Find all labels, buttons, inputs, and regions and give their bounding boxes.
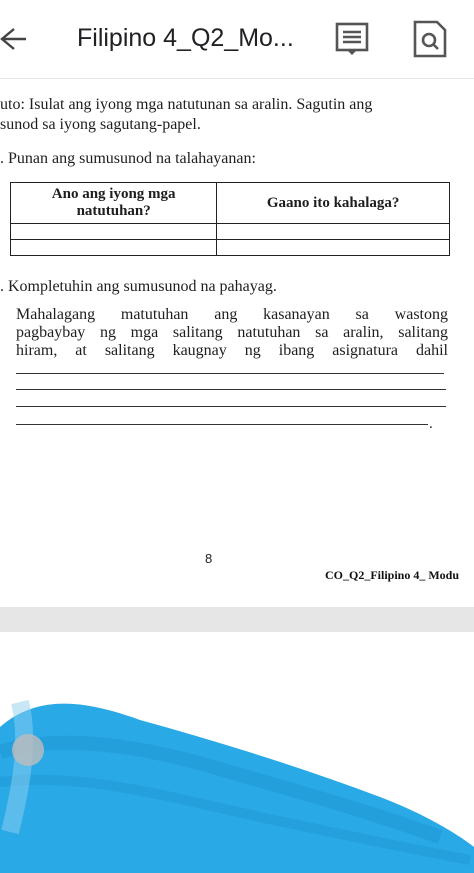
answer-period: . xyxy=(429,416,433,432)
instruction-line-1 xyxy=(0,96,372,114)
document-title: Filipino 4_Q2_Mo... xyxy=(77,24,294,52)
learning-table xyxy=(10,182,450,256)
paragraph-line: Mahalagang matutuhan ang kasanayan sa wastong xyxy=(16,306,448,323)
search-document-icon[interactable] xyxy=(413,20,447,58)
table-cell xyxy=(11,224,217,240)
table-row xyxy=(11,224,450,240)
paragraph-line: hiram, at salitang kaugnay ng ibang asignatura dahil xyxy=(16,342,448,359)
answer-line xyxy=(16,373,444,374)
instruction-text-1: uto: Isulat ang iyong mga natutunan sa aralin. Sagutin ang xyxy=(0,96,373,113)
page-separator xyxy=(0,607,474,632)
item-2-instruction: . Kompletuhin ang sumusunod na pahayag. xyxy=(0,278,277,295)
answer-line xyxy=(16,389,446,390)
page-number: 8 xyxy=(205,551,213,566)
answer-line xyxy=(16,424,428,425)
table-header-importance: Gaano ito kahalaga? xyxy=(217,183,450,224)
next-page[interactable] xyxy=(0,632,474,873)
blue-scribble-overlay xyxy=(0,632,474,873)
item-1-instruction: . Punan ang sumusunod na talahayanan: xyxy=(0,150,256,167)
document-page[interactable] xyxy=(0,79,474,607)
answer-line xyxy=(16,406,446,407)
table-cell xyxy=(217,240,450,256)
instruction-line-2: sunod sa iyong sagutang-papel. xyxy=(0,116,201,133)
back-arrow-icon[interactable] xyxy=(0,24,26,54)
module-footer: CO_Q2_Filipino 4_ Modu xyxy=(325,568,460,582)
table-header-row xyxy=(11,183,450,224)
notes-icon[interactable] xyxy=(335,22,369,56)
table-header-learned: Ano ang iyong mga natutuhan? xyxy=(11,183,217,224)
table-row xyxy=(11,240,450,256)
table-cell xyxy=(217,224,450,240)
completion-paragraph xyxy=(16,306,448,360)
paragraph-line: pagbaybay ng mga salitang natutuhan sa aralin, salitang xyxy=(16,324,448,341)
app-bar xyxy=(0,0,474,79)
table-cell xyxy=(11,240,217,256)
